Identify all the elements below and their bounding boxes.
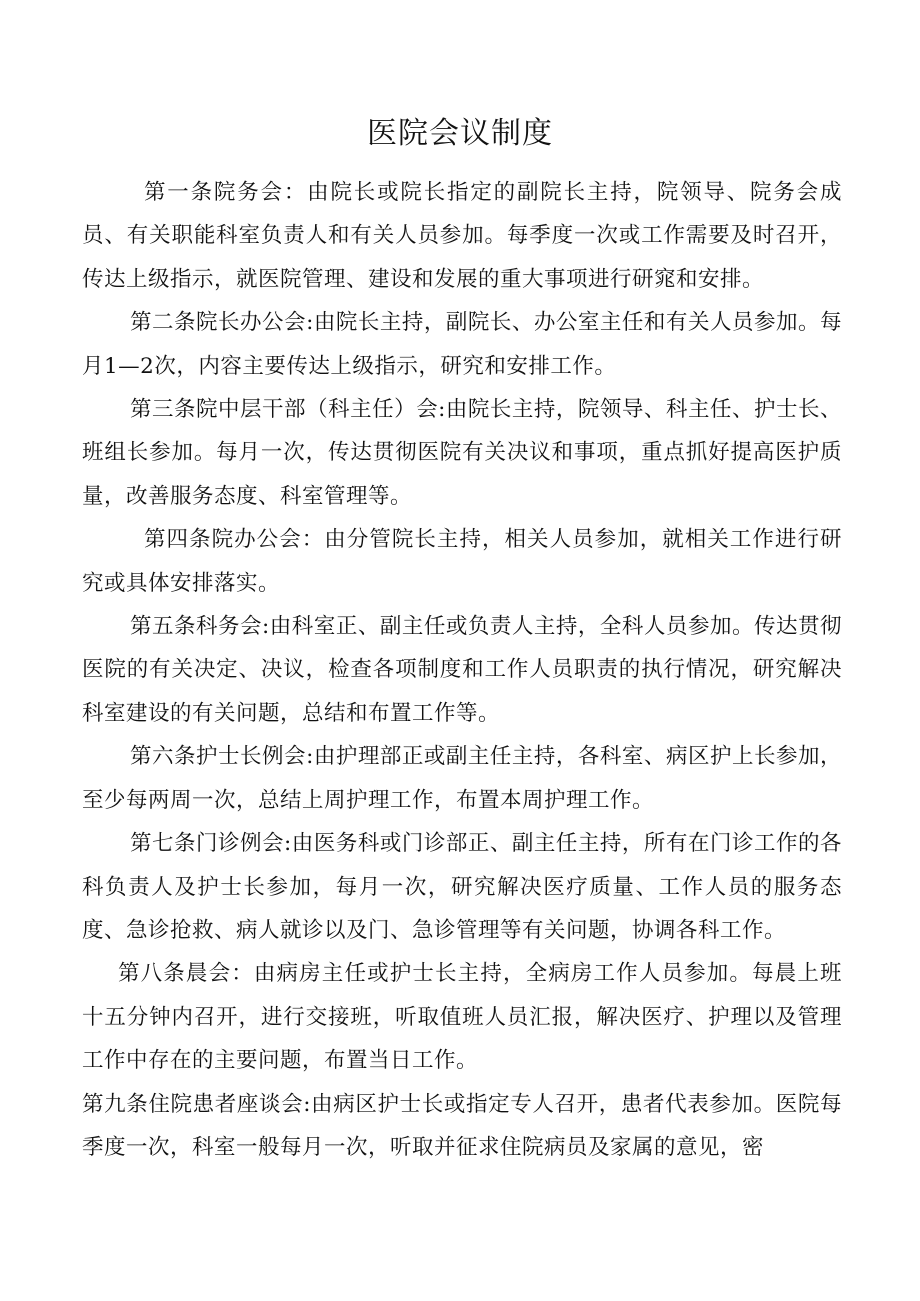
document-title: 医院会议制度 bbox=[367, 116, 553, 151]
article-7: 第七条门诊例会:由医务科或门诊部正、副主任主持，所有在门诊工作的各科负责人及护士长参加，每月一次，研究解决医疗质量、工作人员的服务态度、急诊抢救、病人就诊以及门、急诊管理等有关问题，协调各科工作。 bbox=[82, 831, 842, 943]
document-body bbox=[82, 171, 842, 1169]
article-8: 第八条晨会：由病房主任或护士长主持，全病房工作人员参加。每晨上班十五分钟内召开，进行交接班，听取值班人员汇报，解决医疗、护理以及管理工作中存在的主要问题，布置当日工作。 bbox=[82, 961, 842, 1074]
article-9: 第九条住院患者座谈会:由病区护士长或指定专人召开，患者代表参加。医院每季度一次，科室一般每月一次，听取并征求住院病员及家属的意见，密 bbox=[82, 1091, 842, 1160]
article-2: 第二条院长办公会:由院长主持，副院长、办公室主任和有关人员参加。每月1—2次，内容主要传达上级指示，研究和安排工作。 bbox=[82, 310, 842, 379]
article-3: 第三条院中层干部（科主任）会:由院长主持，院领导、科主任、护士长、班组长参加。每月一次，传达贯彻医院有关决议和事项，重点抓好提高医护质量，改善服务态度、科室管理等。 bbox=[82, 397, 842, 509]
article-6: 第六条护士长例会:由护理部正或副主任主持，各科室、病区护上长参加，至少每两周一次，总结上周护理工作，布置本周护理工作。 bbox=[82, 744, 842, 813]
article-4: 第四条院办公会：由分管院长主持，相关人员参加，就相关工作进行研究或具体安排落实。 bbox=[82, 527, 842, 596]
article-1: 第一条院务会：由院长或院长指定的副院长主持，院领导、院务会成员、有关职能科室负责人和有关人员参加。每季度一次或工作需要及时召开，传达上级指示，就医院管理、建设和发展的重大事项进行研窕和安排。 bbox=[82, 180, 842, 292]
article-5: 第五条科务会:由科室正、副主任或负责人主持，全科人员参加。传达贯彻医院的有关决定、决议，检查各项制度和工作人员职责的执行情况，研究解决科室建设的有关问题，总结和布置工作等。 bbox=[82, 614, 842, 726]
